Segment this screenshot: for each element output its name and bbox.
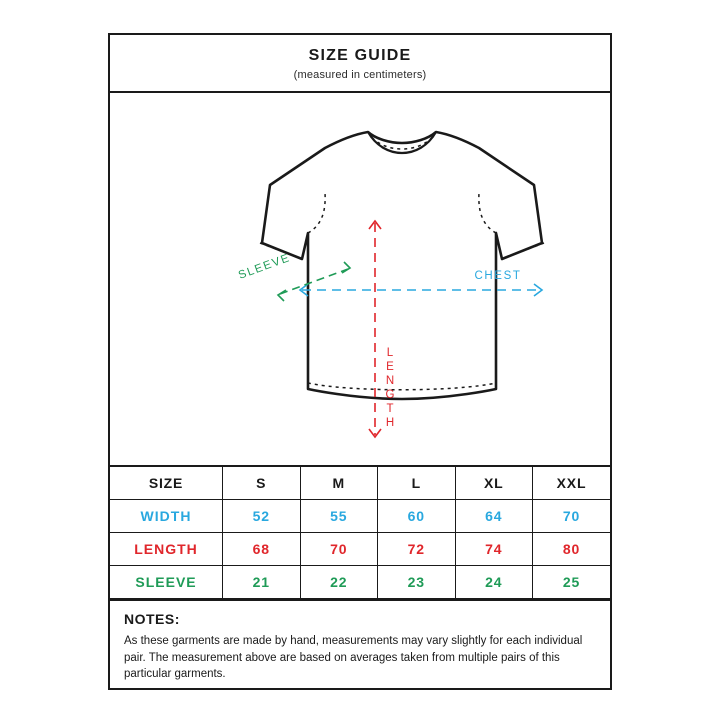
table-cell: 70 — [300, 533, 378, 566]
chest-label: CHEST — [474, 270, 522, 282]
table-header-cell: XL — [455, 467, 533, 500]
table-cell: 22 — [300, 566, 378, 599]
tshirt-diagram — [110, 93, 610, 467]
table-cell: 80 — [533, 533, 611, 566]
header — [110, 35, 610, 93]
sleeve-label: SLEEVE — [236, 251, 293, 282]
svg-text:N: N — [385, 375, 395, 387]
row-label-length: LENGTH — [110, 533, 223, 566]
table-cell: 25 — [533, 566, 611, 599]
svg-text:G: G — [385, 389, 395, 401]
chest-measure-line — [300, 284, 542, 296]
table-row — [110, 500, 610, 533]
table-cell: 24 — [455, 566, 533, 599]
page-subtitle: (measured in centimeters) — [293, 69, 427, 81]
table-cell: 55 — [300, 500, 378, 533]
table-row — [110, 566, 610, 599]
length-measure-line — [369, 221, 381, 437]
row-label-sleeve: SLEEVE — [110, 566, 223, 599]
notes-section — [110, 599, 610, 688]
table-cell: 21 — [223, 566, 301, 599]
table-header-cell: XXL — [533, 467, 611, 500]
notes-title: NOTES: — [124, 611, 180, 627]
measurements-table — [110, 467, 610, 599]
table-cell: 60 — [378, 500, 456, 533]
table-cell: 23 — [378, 566, 456, 599]
notes-body: As these garments are made by hand, measurements may vary slightly for each individual pair. The measurement above are based on averages taken from multiple pairs of this particular garments. — [124, 635, 583, 681]
table-header-cell: SIZE — [110, 467, 223, 500]
table-cell: 64 — [455, 500, 533, 533]
tshirt-outline — [262, 132, 542, 399]
size-guide-card — [108, 33, 612, 690]
svg-text:H: H — [385, 417, 395, 429]
table-cell: 72 — [378, 533, 456, 566]
table-header-cell: L — [378, 467, 456, 500]
table-cell: 52 — [223, 500, 301, 533]
table-cell: 68 — [223, 533, 301, 566]
table-row — [110, 533, 610, 566]
table-cell: 74 — [455, 533, 533, 566]
sleeve-measure-line — [278, 262, 350, 301]
row-label-width: WIDTH — [110, 500, 223, 533]
svg-text:T: T — [386, 403, 394, 415]
table-cell: 70 — [533, 500, 611, 533]
tshirt-seams — [260, 132, 544, 390]
table-header-row — [110, 467, 610, 500]
page-title: SIZE GUIDE — [308, 47, 412, 64]
svg-text:L: L — [386, 347, 394, 359]
table-header-cell: M — [300, 467, 378, 500]
svg-text:E: E — [386, 361, 394, 373]
table-header-cell: S — [223, 467, 301, 500]
length-label — [386, 347, 395, 429]
